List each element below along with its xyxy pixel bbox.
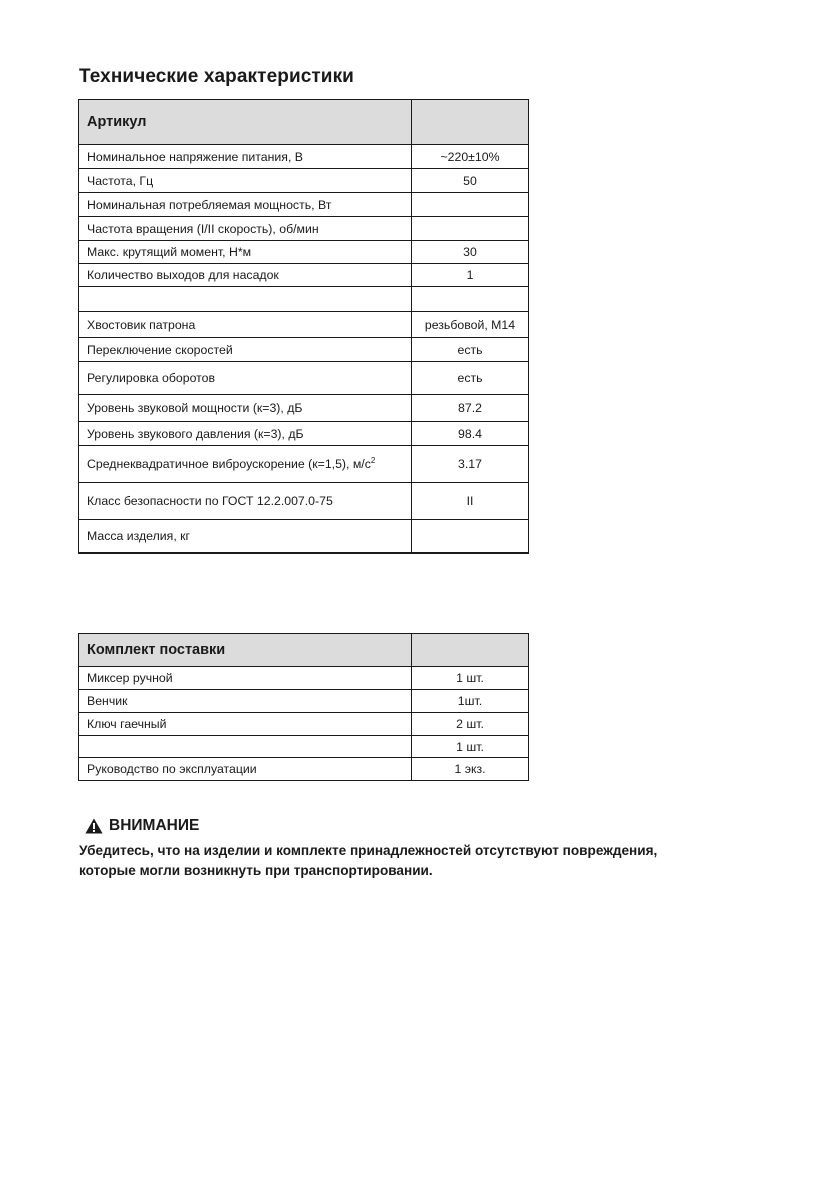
table-row — [79, 217, 529, 241]
spec-value — [412, 217, 529, 241]
table-row — [79, 483, 529, 520]
spec-name: Хвостовик патрона — [79, 312, 412, 338]
table-row — [79, 690, 529, 713]
kit-item-name: Миксер ручной — [79, 667, 412, 690]
table-row — [79, 758, 529, 781]
spec-name: Количество выходов для насадок — [79, 264, 412, 287]
table-row — [79, 667, 529, 690]
kit-item-qty: 2 шт. — [412, 713, 529, 736]
warning-text-line: Убедитесь, что на изделии и комплекте принадлежностей отсутствуют повреждения, — [79, 843, 658, 858]
spec-value: 1 — [412, 264, 529, 287]
spec-value: 50 — [412, 169, 529, 193]
spec-name — [79, 287, 412, 312]
table-row — [79, 362, 529, 395]
page-title: Технические характеристики — [79, 66, 354, 87]
spec-value: резьбовой, М14 — [412, 312, 529, 338]
table-row — [79, 395, 529, 422]
spec-value: 87.2 — [412, 395, 529, 422]
kit-item-qty: 1 шт. — [412, 736, 529, 758]
table-header-row — [79, 634, 529, 667]
table-row — [79, 338, 529, 362]
spec-value — [412, 287, 529, 312]
table-row — [79, 312, 529, 338]
spec-name: Регулировка оборотов — [79, 362, 412, 395]
table-row — [79, 193, 529, 217]
kit-item-qty: 1 шт. — [412, 667, 529, 690]
spec-name: Уровень звукового давления (к=3), дБ — [79, 422, 412, 446]
spec-name-text: Среднеквадратичное виброускорение (к=1,5), м/с — [87, 457, 371, 472]
spec-value: 30 — [412, 241, 529, 264]
header-value-cell — [412, 100, 529, 145]
kit-item-name: Руководство по эксплуатации — [79, 758, 412, 781]
spec-name: Уровень звуковой мощности (к=3), дБ — [79, 395, 412, 422]
warning-text-line: которые могли возникнуть при транспортировании. — [79, 863, 433, 878]
kit-item-qty: 1 экз. — [412, 758, 529, 781]
spec-value: II — [412, 483, 529, 520]
spec-name: Масса изделия, кг — [79, 520, 412, 553]
kit-item-name — [79, 736, 412, 758]
kit-item-qty: 1шт. — [412, 690, 529, 713]
spec-name — [79, 446, 412, 483]
table-row — [79, 713, 529, 736]
header-value-cell — [412, 634, 529, 667]
table-row — [79, 145, 529, 169]
spec-value: есть — [412, 338, 529, 362]
spec-name: Макс. крутящий момент, Н*м — [79, 241, 412, 264]
warning-text — [79, 841, 779, 881]
warning-title-text: ВНИМАНИЕ — [109, 817, 200, 834]
spec-value: 98.4 — [412, 422, 529, 446]
spec-name: Частота, Гц — [79, 169, 412, 193]
warning-triangle-icon — [85, 818, 103, 834]
spec-name: Переключение скоростей — [79, 338, 412, 362]
specifications-table — [78, 99, 529, 554]
header-cell: Комплект поставки — [79, 634, 412, 667]
header-cell: Артикул — [79, 100, 412, 145]
spec-name: Номинальная потребляемая мощность, Вт — [79, 193, 412, 217]
spec-name: Номинальное напряжение питания, В — [79, 145, 412, 169]
table-row — [79, 169, 529, 193]
table-row — [79, 446, 529, 483]
spec-value: 3.17 — [412, 446, 529, 483]
table-header-row — [79, 100, 529, 145]
table-row — [79, 287, 529, 312]
kit-item-name: Ключ гаечный — [79, 713, 412, 736]
table-row — [79, 736, 529, 758]
warning-title — [85, 817, 779, 835]
spec-value — [412, 520, 529, 553]
spec-value: ~220±10% — [412, 145, 529, 169]
spec-name-superscript: 2 — [370, 456, 376, 466]
spec-value: есть — [412, 362, 529, 395]
table-row — [79, 422, 529, 446]
table-row — [79, 241, 529, 264]
delivery-kit-table — [78, 633, 529, 781]
table-row — [79, 264, 529, 287]
spec-name: Частота вращения (I/II скорость), об/мин — [79, 217, 412, 241]
warning-block — [79, 817, 779, 881]
table-row — [79, 520, 529, 553]
spec-name: Класс безопасности по ГОСТ 12.2.007.0-75 — [79, 483, 412, 520]
kit-item-name: Венчик — [79, 690, 412, 713]
spec-value — [412, 193, 529, 217]
